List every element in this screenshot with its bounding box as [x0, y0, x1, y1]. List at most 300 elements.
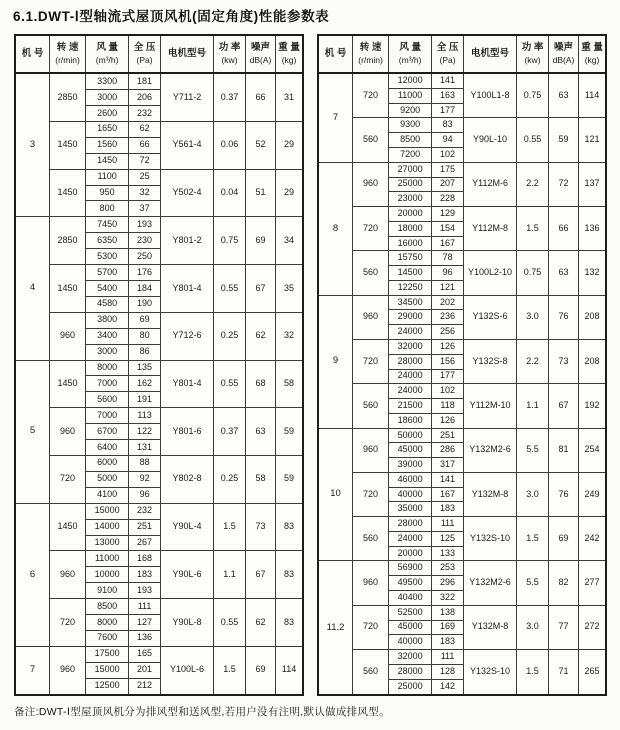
speed-cell: 1450: [50, 265, 86, 313]
pressure-cell: 253: [432, 561, 464, 576]
power-cell: 0.75: [517, 73, 549, 118]
motor-cell: Y90L-10: [463, 118, 516, 162]
flow-cell: 14500: [389, 266, 432, 281]
weight-cell: 29: [276, 121, 303, 169]
speed-cell: 1450: [50, 503, 86, 551]
pressure-cell: 129: [432, 207, 464, 222]
weight-cell: 208: [579, 339, 606, 383]
speed-cell: 960: [353, 561, 389, 605]
flow-cell: 20000: [389, 207, 432, 222]
noise-cell: 69: [245, 646, 275, 695]
flow-cell: 13000: [86, 535, 129, 551]
pressure-cell: 156: [432, 354, 464, 369]
power-cell: 0.55: [214, 265, 246, 313]
noise-cell: 67: [245, 551, 275, 599]
flow-cell: 27000: [389, 162, 432, 177]
flow-cell: 46000: [389, 472, 432, 487]
power-cell: 5.5: [517, 428, 549, 472]
footnote: 备注:DWT-Ⅰ型屋顶风机分为排风型和送风型,若用户没有注明,默认做成排风型。: [14, 706, 390, 718]
table-row: [318, 162, 606, 177]
col-header-noise: 噪声 dB(A): [245, 35, 275, 73]
noise-cell: 67: [548, 384, 578, 428]
noise-cell: 81: [548, 428, 578, 472]
speed-cell: 960: [50, 646, 86, 695]
pressure-cell: 296: [432, 576, 464, 591]
pressure-cell: 125: [432, 531, 464, 546]
pressure-cell: 111: [432, 517, 464, 532]
pressure-cell: 96: [129, 487, 161, 503]
spec-table-right: [317, 34, 607, 696]
pressure-cell: 212: [129, 678, 161, 695]
machine-cell: 6: [15, 503, 50, 646]
speed-cell: 2850: [50, 73, 86, 121]
noise-cell: 62: [245, 599, 275, 647]
table-row: [15, 408, 303, 424]
machine-cell: 4: [15, 217, 50, 360]
spec-table-left: [14, 34, 304, 696]
flow-cell: 56900: [389, 561, 432, 576]
noise-cell: 62: [245, 312, 275, 360]
speed-cell: 960: [50, 312, 86, 360]
pressure-cell: 250: [129, 249, 161, 265]
flow-cell: 6700: [86, 424, 129, 440]
table-row: [318, 251, 606, 266]
table-row: [318, 73, 606, 88]
pressure-cell: 183: [129, 567, 161, 583]
pressure-cell: 176: [129, 265, 161, 281]
flow-cell: 40000: [389, 487, 432, 502]
flow-cell: 6400: [86, 440, 129, 456]
power-cell: 1.1: [517, 384, 549, 428]
table-row: [318, 428, 606, 443]
pressure-cell: 183: [432, 502, 464, 517]
table-row: [318, 384, 606, 399]
noise-cell: 71: [548, 650, 578, 695]
flow-cell: 5300: [86, 249, 129, 265]
col-header-noise: 噪声 dB(A): [548, 35, 578, 73]
motor-cell: Y100L2-10: [463, 251, 516, 295]
power-cell: 0.55: [214, 360, 246, 408]
noise-cell: 68: [245, 360, 275, 408]
flow-cell: 24000: [389, 531, 432, 546]
flow-cell: 28000: [389, 664, 432, 679]
motor-cell: Y90L-8: [160, 599, 213, 647]
pressure-cell: 177: [432, 369, 464, 384]
pressure-cell: 167: [432, 487, 464, 502]
table-row: [318, 118, 606, 133]
pressure-cell: 131: [129, 440, 161, 456]
speed-cell: 960: [50, 551, 86, 599]
weight-cell: 249: [579, 472, 606, 516]
pressure-cell: 228: [432, 192, 464, 207]
flow-cell: 3800: [86, 312, 129, 328]
flow-cell: 3000: [86, 344, 129, 360]
pressure-cell: 230: [129, 233, 161, 249]
col-header-machine: 机 号: [15, 35, 50, 73]
table-row: [15, 360, 303, 376]
pressure-cell: 267: [129, 535, 161, 551]
flow-cell: 52500: [389, 605, 432, 620]
machine-cell: 3: [15, 73, 50, 217]
speed-cell: 1450: [50, 360, 86, 408]
flow-cell: 32000: [389, 650, 432, 665]
power-cell: 2.2: [517, 162, 549, 206]
pressure-cell: 111: [432, 650, 464, 665]
flow-cell: 6000: [86, 455, 129, 471]
flow-cell: 9300: [389, 118, 432, 133]
flow-cell: 35000: [389, 502, 432, 517]
parameter-tables: [14, 34, 607, 696]
pressure-cell: 236: [432, 310, 464, 325]
motor-cell: Y132S-6: [463, 295, 516, 339]
flow-cell: 7000: [86, 408, 129, 424]
speed-cell: 720: [50, 455, 86, 503]
flow-cell: 9100: [86, 583, 129, 599]
pressure-cell: 126: [432, 413, 464, 428]
noise-cell: 73: [548, 339, 578, 383]
noise-cell: 73: [245, 503, 275, 551]
motor-cell: Y132S-10: [463, 517, 516, 561]
col-header-flow: 风 量 (m³/h): [389, 35, 432, 73]
flow-cell: 45000: [389, 443, 432, 458]
power-cell: 0.37: [214, 73, 246, 121]
power-cell: 1.5: [517, 207, 549, 251]
motor-cell: Y801-2: [160, 217, 213, 265]
col-header-speed: 转 速 (r/min): [353, 35, 389, 73]
flow-cell: 40000: [389, 635, 432, 650]
flow-cell: 49500: [389, 576, 432, 591]
pressure-cell: 317: [432, 458, 464, 473]
table-row: [15, 455, 303, 471]
table-row: [15, 551, 303, 567]
speed-cell: 560: [353, 118, 389, 162]
weight-cell: 136: [579, 207, 606, 251]
weight-cell: 83: [276, 503, 303, 551]
flow-cell: 15750: [389, 251, 432, 266]
motor-cell: Y132M-8: [463, 472, 516, 516]
speed-cell: 1450: [50, 169, 86, 217]
flow-cell: 800: [86, 201, 129, 217]
flow-cell: 28000: [389, 354, 432, 369]
weight-cell: 83: [276, 599, 303, 647]
power-cell: 0.25: [214, 312, 246, 360]
noise-cell: 63: [548, 73, 578, 118]
table-row: [15, 503, 303, 519]
pressure-cell: 96: [432, 266, 464, 281]
power-cell: 1.5: [517, 517, 549, 561]
flow-cell: 21500: [389, 399, 432, 414]
table-row: [318, 339, 606, 354]
weight-cell: 114: [276, 646, 303, 695]
motor-cell: Y561-4: [160, 121, 213, 169]
motor-cell: Y132M-8: [463, 605, 516, 649]
flow-cell: 10000: [86, 567, 129, 583]
motor-cell: Y801-6: [160, 408, 213, 456]
pressure-cell: 322: [432, 590, 464, 605]
col-header-weight: 重 量 (kg): [276, 35, 303, 73]
pressure-cell: 165: [129, 646, 161, 662]
flow-cell: 29000: [389, 310, 432, 325]
pressure-cell: 69: [129, 312, 161, 328]
pressure-cell: 183: [432, 635, 464, 650]
flow-cell: 7000: [86, 376, 129, 392]
flow-cell: 28000: [389, 517, 432, 532]
pressure-cell: 133: [432, 546, 464, 561]
noise-cell: 76: [548, 295, 578, 339]
table-row: [318, 517, 606, 532]
flow-cell: 12500: [86, 678, 129, 695]
noise-cell: 59: [548, 118, 578, 162]
pressure-cell: 202: [432, 295, 464, 310]
flow-cell: 25000: [389, 679, 432, 695]
noise-cell: 82: [548, 561, 578, 605]
noise-cell: 67: [245, 265, 275, 313]
pressure-cell: 86: [129, 344, 161, 360]
pressure-cell: 286: [432, 443, 464, 458]
flow-cell: 1450: [86, 153, 129, 169]
speed-cell: 960: [353, 295, 389, 339]
pressure-cell: 94: [432, 133, 464, 148]
motor-cell: Y802-8: [160, 455, 213, 503]
flow-cell: 8000: [86, 360, 129, 376]
pressure-cell: 206: [129, 90, 161, 106]
table-row: [15, 73, 303, 90]
motor-cell: Y132S-10: [463, 650, 516, 695]
pressure-cell: 207: [432, 177, 464, 192]
weight-cell: 137: [579, 162, 606, 206]
flow-cell: 5600: [86, 392, 129, 408]
motor-cell: Y112M-10: [463, 384, 516, 428]
power-cell: 0.75: [517, 251, 549, 295]
machine-cell: 9: [318, 295, 353, 428]
power-cell: 0.55: [517, 118, 549, 162]
weight-cell: 208: [579, 295, 606, 339]
speed-cell: 560: [353, 650, 389, 695]
flow-cell: 50000: [389, 428, 432, 443]
pressure-cell: 128: [432, 664, 464, 679]
col-header-power: 功 率 (kw): [517, 35, 549, 73]
flow-cell: 18600: [389, 413, 432, 428]
power-cell: 5.5: [517, 561, 549, 605]
pressure-cell: 138: [432, 605, 464, 620]
pressure-cell: 32: [129, 185, 161, 201]
weight-cell: 242: [579, 517, 606, 561]
pressure-cell: 232: [129, 106, 161, 122]
pressure-cell: 83: [432, 118, 464, 133]
weight-cell: 265: [579, 650, 606, 695]
motor-cell: Y502-4: [160, 169, 213, 217]
flow-cell: 40400: [389, 590, 432, 605]
pressure-cell: 193: [129, 217, 161, 233]
noise-cell: 76: [548, 472, 578, 516]
flow-cell: 4100: [86, 487, 129, 503]
col-header-speed: 转 速 (r/min): [50, 35, 86, 73]
pressure-cell: 167: [432, 236, 464, 251]
power-cell: 1.5: [517, 650, 549, 695]
flow-cell: 39000: [389, 458, 432, 473]
table-row: [15, 599, 303, 615]
motor-cell: Y112M-6: [463, 162, 516, 206]
weight-cell: 83: [276, 551, 303, 599]
weight-cell: 34: [276, 217, 303, 265]
machine-cell: 7: [15, 646, 50, 695]
flow-cell: 1100: [86, 169, 129, 185]
flow-cell: 7600: [86, 630, 129, 646]
motor-cell: Y132M2-6: [463, 561, 516, 605]
pressure-cell: 88: [129, 455, 161, 471]
flow-cell: 4580: [86, 296, 129, 312]
speed-cell: 960: [50, 408, 86, 456]
speed-cell: 560: [353, 517, 389, 561]
power-cell: 0.04: [214, 169, 246, 217]
weight-cell: 29: [276, 169, 303, 217]
noise-cell: 63: [245, 408, 275, 456]
flow-cell: 3300: [86, 73, 129, 90]
pressure-cell: 181: [129, 73, 161, 90]
pressure-cell: 184: [129, 281, 161, 297]
flow-cell: 23000: [389, 192, 432, 207]
col-header-weight: 重 量 (kg): [579, 35, 606, 73]
pressure-cell: 163: [432, 88, 464, 103]
pressure-cell: 190: [129, 296, 161, 312]
speed-cell: 720: [353, 605, 389, 649]
table-row: [318, 207, 606, 222]
flow-cell: 15000: [86, 662, 129, 678]
pressure-cell: 191: [129, 392, 161, 408]
table-row: [15, 121, 303, 137]
pressure-cell: 162: [129, 376, 161, 392]
noise-cell: 72: [548, 162, 578, 206]
flow-cell: 8500: [389, 133, 432, 148]
table-row: [318, 650, 606, 665]
col-header-power: 功 率 (kw): [214, 35, 246, 73]
noise-cell: 77: [548, 605, 578, 649]
power-cell: 0.25: [214, 455, 246, 503]
flow-cell: 18000: [389, 221, 432, 236]
pressure-cell: 201: [129, 662, 161, 678]
flow-cell: 7200: [389, 148, 432, 163]
flow-cell: 11000: [389, 88, 432, 103]
pressure-cell: 177: [432, 103, 464, 118]
flow-cell: 8000: [86, 615, 129, 631]
flow-cell: 8500: [86, 599, 129, 615]
noise-cell: 66: [245, 73, 275, 121]
pressure-cell: 113: [129, 408, 161, 424]
flow-cell: 3400: [86, 328, 129, 344]
noise-cell: 58: [245, 455, 275, 503]
flow-cell: 12000: [389, 73, 432, 88]
flow-cell: 9200: [389, 103, 432, 118]
motor-cell: Y801-4: [160, 265, 213, 313]
pressure-cell: 256: [432, 325, 464, 340]
flow-cell: 24000: [389, 369, 432, 384]
noise-cell: 66: [548, 207, 578, 251]
pressure-cell: 72: [129, 153, 161, 169]
flow-cell: 2600: [86, 106, 129, 122]
table-row: [318, 605, 606, 620]
pressure-cell: 126: [432, 339, 464, 354]
weight-cell: 58: [276, 360, 303, 408]
motor-cell: Y100L-6: [160, 646, 213, 695]
speed-cell: 2850: [50, 217, 86, 265]
weight-cell: 254: [579, 428, 606, 472]
machine-cell: 7: [318, 73, 353, 162]
pressure-cell: 175: [432, 162, 464, 177]
pressure-cell: 141: [432, 73, 464, 88]
pressure-cell: 122: [129, 424, 161, 440]
noise-cell: 69: [245, 217, 275, 265]
speed-cell: 1450: [50, 121, 86, 169]
weight-cell: 114: [579, 73, 606, 118]
noise-cell: 51: [245, 169, 275, 217]
col-header-machine: 机 号: [318, 35, 353, 73]
machine-cell: 5: [15, 360, 50, 503]
pressure-cell: 154: [432, 221, 464, 236]
flow-cell: 24000: [389, 384, 432, 399]
pressure-cell: 118: [432, 399, 464, 414]
weight-cell: 59: [276, 455, 303, 503]
pressure-cell: 136: [129, 630, 161, 646]
flow-cell: 17500: [86, 646, 129, 662]
pressure-cell: 169: [432, 620, 464, 635]
table-row: [318, 295, 606, 310]
pressure-cell: 102: [432, 384, 464, 399]
motor-cell: Y90L-4: [160, 503, 213, 551]
weight-cell: 35: [276, 265, 303, 313]
table-row: [15, 217, 303, 233]
power-cell: 3.0: [517, 605, 549, 649]
machine-cell: 8: [318, 162, 353, 295]
weight-cell: 31: [276, 73, 303, 121]
pressure-cell: 78: [432, 251, 464, 266]
pressure-cell: 80: [129, 328, 161, 344]
flow-cell: 16000: [389, 236, 432, 251]
table-row: [15, 312, 303, 328]
motor-cell: Y100L1-8: [463, 73, 516, 118]
flow-cell: 20000: [389, 546, 432, 561]
pressure-cell: 25: [129, 169, 161, 185]
motor-cell: Y712-6: [160, 312, 213, 360]
flow-cell: 7450: [86, 217, 129, 233]
weight-cell: 121: [579, 118, 606, 162]
pressure-cell: 142: [432, 679, 464, 695]
pressure-cell: 232: [129, 503, 161, 519]
col-header-flow: 风 量 (m³/h): [86, 35, 129, 73]
pressure-cell: 62: [129, 121, 161, 137]
pressure-cell: 121: [432, 280, 464, 295]
speed-cell: 720: [353, 472, 389, 516]
machine-cell: 10: [318, 428, 353, 561]
speed-cell: 960: [353, 428, 389, 472]
motor-cell: Y132S-8: [463, 339, 516, 383]
flow-cell: 14000: [86, 519, 129, 535]
table-row: [318, 561, 606, 576]
power-cell: 0.37: [214, 408, 246, 456]
motor-cell: Y711-2: [160, 73, 213, 121]
weight-cell: 59: [276, 408, 303, 456]
pressure-cell: 141: [432, 472, 464, 487]
pressure-cell: 111: [129, 599, 161, 615]
flow-cell: 1560: [86, 137, 129, 153]
flow-cell: 5700: [86, 265, 129, 281]
table-row: [15, 646, 303, 662]
table-row: [15, 265, 303, 281]
speed-cell: 560: [353, 251, 389, 295]
pressure-cell: 37: [129, 201, 161, 217]
col-header-pressure: 全 压 (Pa): [432, 35, 464, 73]
pressure-cell: 127: [129, 615, 161, 631]
flow-cell: 24000: [389, 325, 432, 340]
